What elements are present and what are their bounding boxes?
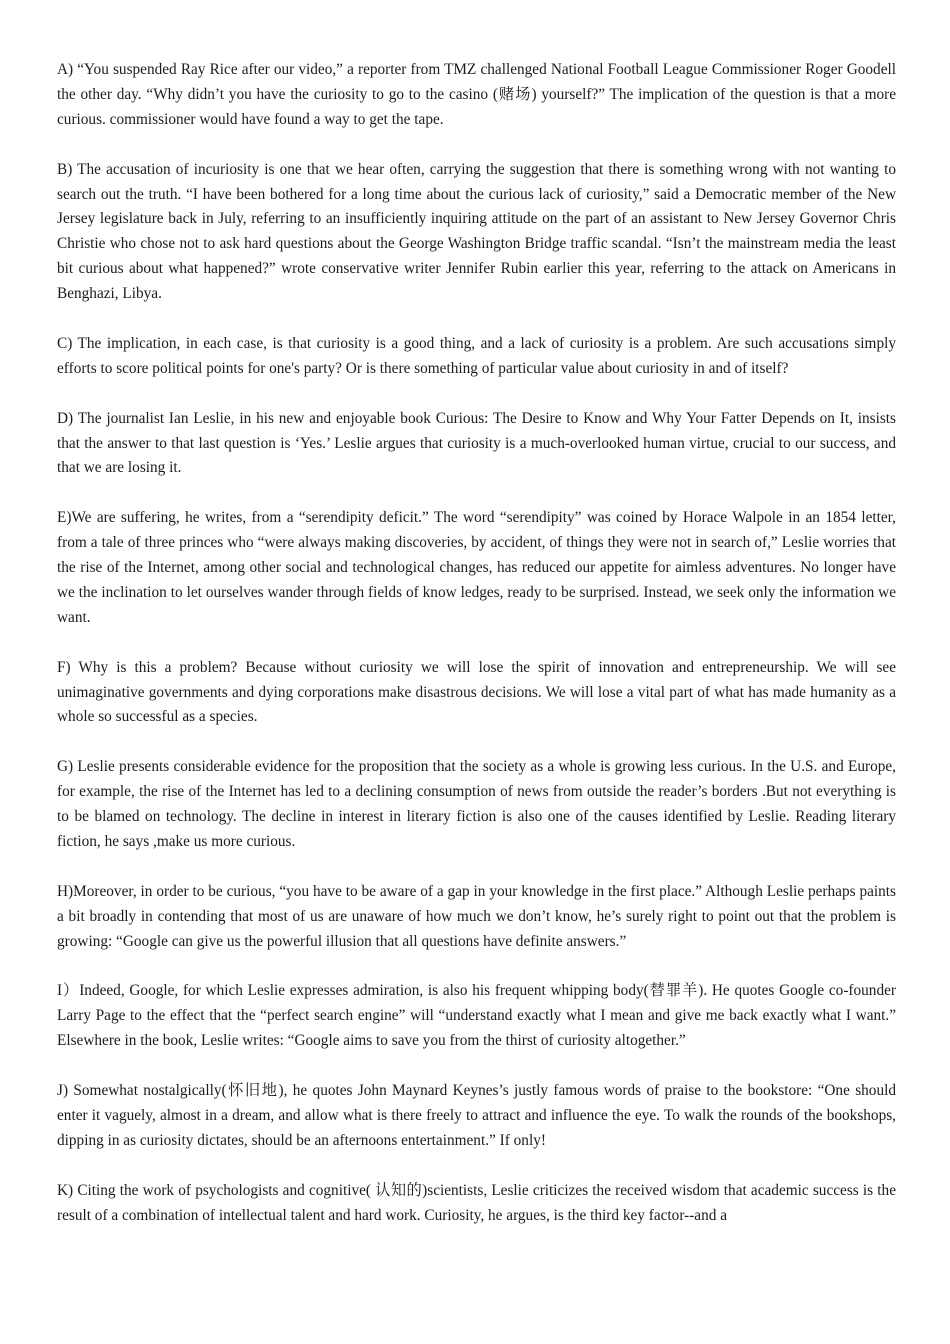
- paragraph-e: E)We are suffering, he writes, from a “serendipity deficit.” The word “serendipity” was coined by Horace Walpole in an 1854 letter, from a tale of three princes who “were always making discoveries, by accident, of things they were not in search of,” Leslie worries that the rise of the Internet, among other social and technological changes, has reduced our appetite for aimless adventures. No longer have we the inclination to let ourselves wander through fields of know ledges, ready to be surprised. Instead, we seek only the information we want.: [57, 509, 896, 626]
- paragraph-b: B) The accusation of incuriosity is one that we hear often, carrying the suggestion that there is something wrong with not wanting to search out the truth. “I have been bothered for a long time about the curious lack of curiosity,” said a Democratic member of the New Jersey legislature back in July, referring to an insufficiently inquiring attitude on the part of an assistant to New Jersey Governor Chris Christie who chose not to ask hard questions about the George Washington Bridge traffic scandal. “Isn’t the mainstream media the least bit curious about what happened?” wrote conservative writer Jennifer Rubin earlier this year, referring to the attack on Americans in Benghazi, Libya.: [57, 160, 896, 303]
- paragraph-h: H)Moreover, in order to be curious, “you have to be aware of a gap in your knowledge in the first place.” Although Leslie perhaps paints a bit broadly in contending that most of us are unaware of how much we don’t know, he’s surely right to point out that the problem is growing: “Google can give us the powerful illusion that all questions have definite answers.”: [57, 882, 896, 950]
- paragraph-k: K) Citing the work of psychologists and cognitive( 认知的)scientists, Leslie criticizes the received wisdom that academic success is the result of a combination of intellectual talent and hard work. Curiosity, he argues, is the third key factor--and a: [57, 1181, 896, 1224]
- paragraph-f: F) Why is this a problem? Because without curiosity we will lose the spirit of innovation and entrepreneurship. We will see unimaginative governments and dying corporations make disastrous decisions. We will lose a vital part of what has made humanity as a whole so successful as a species.: [57, 658, 896, 726]
- paragraph-d: D) The journalist Ian Leslie, in his new and enjoyable book Curious: The Desire to Know and Why Your Fatter Depends on It, insists that the answer to that last question is ‘Yes.’ Leslie argues that curiosity is a much-overlooked human virtue, crucial to our success, and that we are losing it.: [57, 409, 896, 477]
- paragraph-a: A) “You suspended Ray Rice after our video,” a reporter from TMZ challenged National Football League Commissioner Roger Goodell the other day. “Why didn’t you have the curiosity to go to the casino (赌场) yourself?” The implication of the question is that a more curious. commissioner would have found a way to get the tape.: [57, 61, 896, 128]
- document-page: [57, 58, 896, 1253]
- paragraph-i: I）Indeed, Google, for which Leslie expresses admiration, is also his frequent whipping body(替罪羊). He quotes Google co-founder Larry Page to the effect that the “perfect search engine” will “understand exactly what I mean and give me back exactly what I want.” Elsewhere in the book, Leslie writes: “Google aims to save you from the thirst of curiosity altogether.”: [57, 982, 896, 1050]
- paragraph-c: C) The implication, in each case, is that curiosity is a good thing, and a lack of curiosity is a problem. Are such accusations simply efforts to score political points for one's party? Or is there something of particular value about curiosity in and of itself?: [57, 334, 896, 377]
- paragraph-g: G) Leslie presents considerable evidence for the proposition that the society as a whole is growing less curious. In the U.S. and Europe, for example, the rise of the Internet has led to a declining consumption of news from outside the reader’s borders .But not everything is to be blamed on technology. The decline in interest in literary fiction is also one of the causes identified by Leslie. Reading literary fiction, he says ,make us more curious.: [57, 758, 896, 850]
- paragraph-j: J) Somewhat nostalgically(怀旧地), he quotes John Maynard Keynes’s justly famous words of praise to the bookstore: “One should enter it vaguely, almost in a dream, and allow what is there freely to attract and influence the eye. To walk the rounds of the bookshops, dipping in as curiosity dictates, should be an afternoons entertainment.” If only!: [57, 1082, 896, 1149]
